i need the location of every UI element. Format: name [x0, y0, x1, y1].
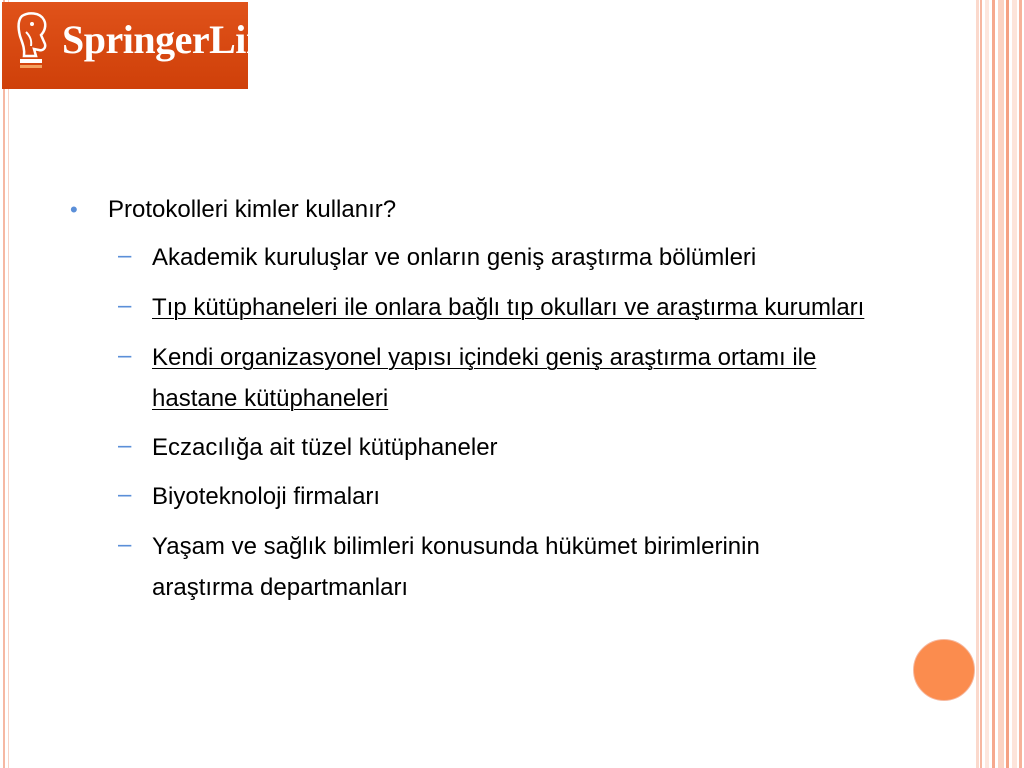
dash-icon: –	[118, 432, 132, 459]
sub-bullet-text: Yaşam ve sağlık bilimleri konusunda hükümet birimlerinin	[152, 533, 760, 560]
sub-bullet-text: Biyoteknoloji firmaları	[152, 483, 381, 510]
dash-icon: –	[118, 292, 132, 319]
bullet-icon: •	[70, 197, 78, 222]
sub-bullet-text: Tıp kütüphaneleri ile onlara bağlı tıp okulları ve araştırma kurumları	[152, 294, 865, 321]
sub-bullet-text: Eczacılığa ait tüzel kütüphaneler	[152, 434, 498, 461]
logo-text: SpringerLink	[62, 17, 290, 62]
dash-icon: –	[118, 531, 132, 558]
dash-icon: –	[118, 481, 132, 508]
sub-bullet-text: Kendi organizasyonel yapısı içindeki geniş araştırma ortamı ile	[152, 344, 817, 371]
sub-bullet-text: araştırma departmanları	[152, 574, 409, 601]
main-bullet-text: Protokolleri kimler kullanır?	[108, 196, 397, 223]
dash-icon: –	[118, 342, 132, 369]
dash-icon: –	[118, 242, 132, 269]
sub-bullet-text: hastane kütüphaneleri	[152, 385, 389, 412]
sub-bullet-text: Akademik kuruluşlar ve onların geniş araştırma bölümleri	[152, 244, 757, 271]
